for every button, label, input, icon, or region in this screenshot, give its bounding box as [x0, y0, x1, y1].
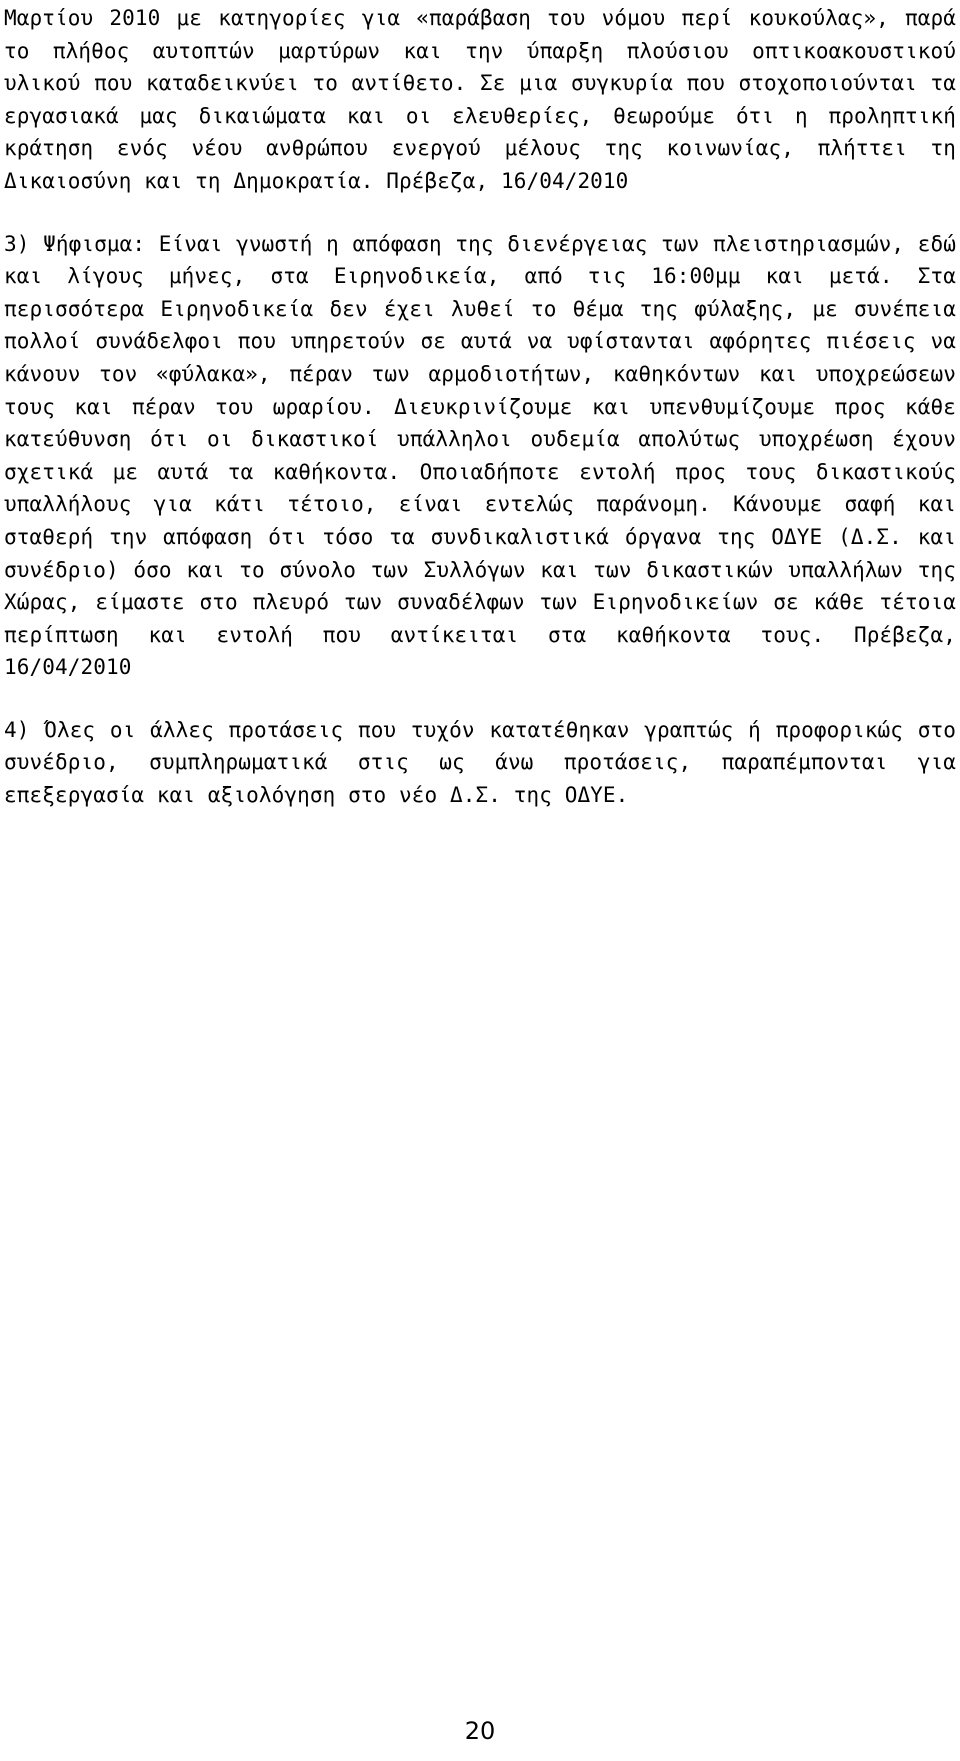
- page-number: 20: [464, 1717, 496, 1745]
- paragraph-item-4: 4) Όλες οι άλλες προτάσεις που τυχόν κατατέθηκαν γραπτώς ή προφορικώς στο συνέδριο, συμπληρωματικά στις ως άνω προτάσεις, παραπέμπονται για επεξεργασία και αξιολόγηση στο νέο Δ.Σ. της ΟΔΥΕ.: [4, 717, 956, 808]
- paragraph-continuation: Μαρτίου 2010 με κατηγορίες για «παράβαση του νόμου περί κουκούλας», παρά το πλήθος αυτοπτών μαρτύρων και την ύπαρξη πλούσιου οπτικοακουστικού υλικού που καταδεικνύει το αντίθετο. Σε μια συγκυρία που στοχοποιούνται τα εργασιακά μας δικαιώματα και οι ελευθερίες, θεωρούμε ότι η προληπτική κράτηση ενός νέου ανθρώπου ενεργού μέλους της κοινωνίας, πλήττει τη Δικαιοσύνη και τη Δημοκρατία. Πρέβεζα, 16/04/2010: [4, 6, 956, 193]
- paragraph-resolution-3: 3) Ψήφισμα: Είναι γνωστή η απόφαση της διενέργειας των πλειστηριασμών, εδώ και λίγους μήνες, στα Ειρηνοδικεία, από τις 16:00μμ και μετά. Στα περισσότερα Ειρηνοδικεία δεν έχει λυθεί το θέμα της φύλαξης, με συνέπεια πολλοί συνάδελφοι που υπηρετούν σε αυτά να υφίστανται αφόρητες πιέσεις να κάνουν τον «φύλακα», πέραν των αρμοδιοτήτων, καθηκόντων και υποχρεώσεων τους και πέραν του ωραρίου. Διευκρινίζουμε και υπενθυμίζουμε προς κάθε κατεύθυνση ότι οι δικαστικοί υπάλληλοι ουδεμία απολύτως υποχρέωση έχουν σχετικά με αυτά τα καθήκοντα. Οποιαδήποτε εντολή προς τους δικαστικούς υπαλλήλους για κάτι τέτοιο, είναι εντελώς παράνομη. Κάνουμε σαφή και σταθερή την απόφαση ότι τόσο τα συνδικαλιστικά όργανα της ΟΔΥΕ (Δ.Σ. και συνέδριο) όσο και το σύνολο των Συλλόγων και των δικαστικών υπαλλήλων της Χώρας, είμαστε στο πλευρό των συναδέλφων των Ειρηνοδικείων σε κάθε τέτοια περίπτωση και εντολή που αντίκειται στα καθήκοντα τους. Πρέβεζα, 16/04/2010: [4, 231, 956, 680]
- document-page: [4, 2, 956, 812]
